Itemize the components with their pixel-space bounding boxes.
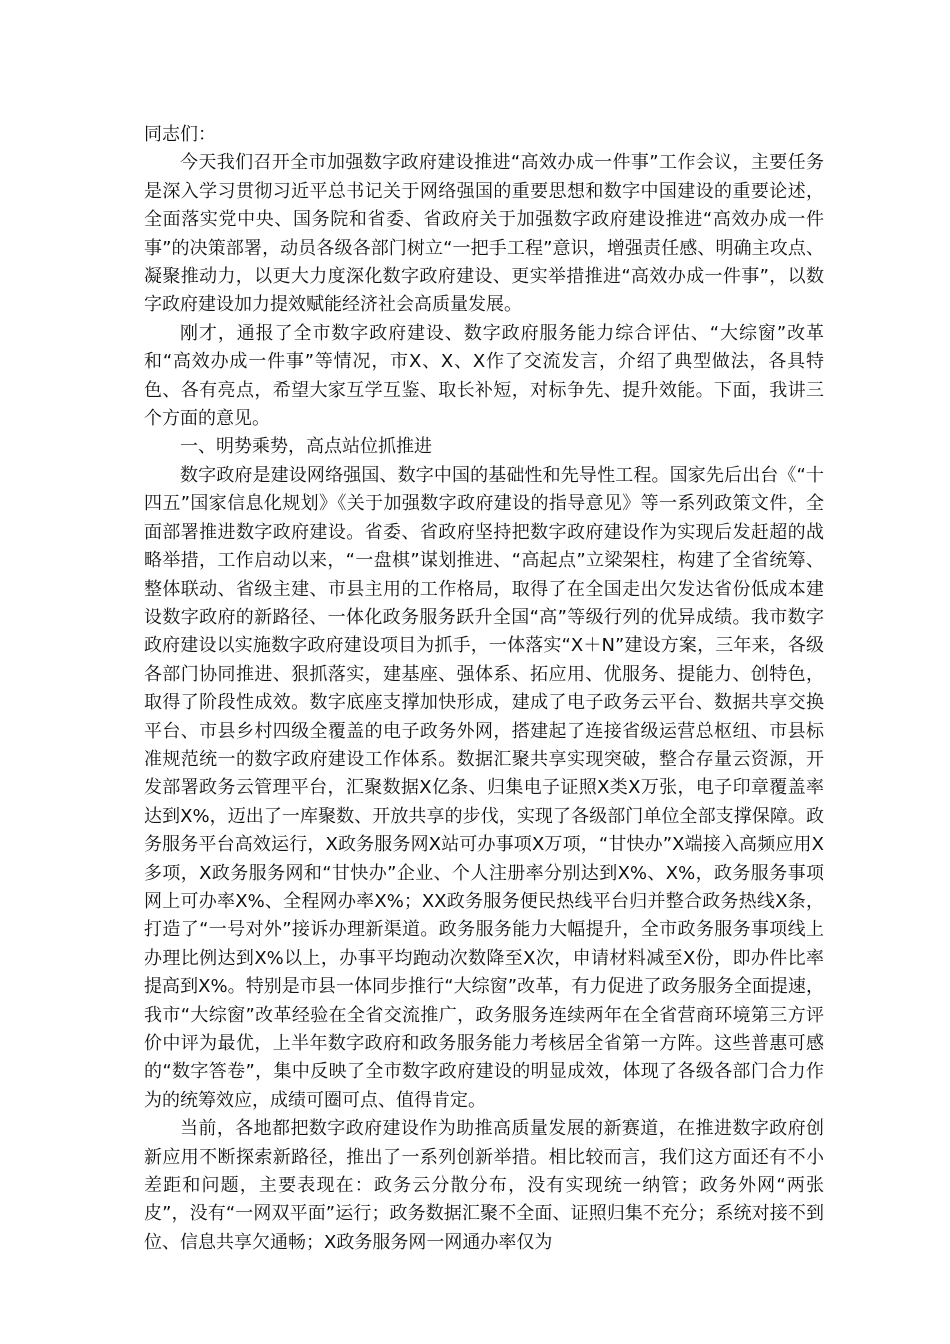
paragraph-summary: 刚才，通报了全市数字政府建设、数字政府服务能力综合评估、“大综窗”改革和“高效办成一件事”等情况，市X、X、X作了交流发言，介绍了典型做法，各具特色、各有亮点，希望大家互学互鉴、取长补短，对标争先、提升效能。下面，我讲三个方面的意见。 bbox=[144, 322, 824, 430]
document-body bbox=[144, 121, 824, 1257]
section-heading: 一、明势乘势，高点站位抓推进 bbox=[180, 436, 432, 458]
salutation: 同志们： bbox=[144, 124, 216, 145]
paragraph-problems: 当前，各地都把数字政府建设作为助推高质量发展的新赛道，在推进数字政府创新应用不断探索新路径，推出了一系列创新举措。相比较而言，我们这方面还有不小差距和问题，主要表现在：政务云分散分布，没有实现统一纳管；政务外网“两张皮”，没有“一网双平面”运行；政务数据汇聚不全面、证照归集不充分；系统对接不到位、信息共享欠通畅；X政务服务网一网通办率仅为 bbox=[144, 1118, 824, 1253]
paragraph-achievements: 数字政府是建设网络强国、数字中国的基础性和先导性工程。国家先后出台《“十四五”国家信息化规划》《关于加强数字政府建设的指导意见》等一系列政策文件，全面部署推进数字政府建设。省委、省政府坚持把数字政府建设作为实现后发赶超的战略举措，工作启动以来，“一盘棋”谋划推进、“高起点”立梁架柱，构建了全省统筹、整体联动、省级主建、市县主用的工作格局，取得了在全国走出欠发达省份低成本建设数字政府的新路径、一体化政务服务跃升全国“高”等级行列的优异成绩。我市数字政府建设以实施数字政府建设项目为抓手，一体落实“X＋N”建设方案，三年来，各级各部门协同推进、狠抓落实，建基座、强体系、拓应用、优服务、提能力、创特色，取得了阶段性成效。数字底座支撑加快形成，建成了电子政务云平台、数据共享交换平台、市县乡村四级全覆盖的电子政务外网，搭建起了连接省级运营总枢纽、市县标准规范统一的数字政府建设工作体系。数据汇聚共享实现突破，整合存量云资源，开发部署政务云管理平台，汇聚数据X亿条、归集电子证照X类X万张，电子印章覆盖率达到X%，迈出了一库聚数、开放共享的步伐，实现了各级部门单位全部支撑保障。政务服务平台高效运行，X政务服务网X站可办事项X万项，“甘快办”X端接入高频应用X多项，X政务服务网和“甘快办”企业、个人注册率分别达到X%、X%，政务服务事项网上可办率X%、全程网办率X%；XX政务服务便民热线平台归并整合政务热线X条，打造了“一号对外”接诉办理新渠道。政务服务能力大幅提升，全市政务服务事项线上办理比例达到X%以上，办事平均跑动次数降至X次，申请材料减至X份，即办件比率提高到X%。特别是市县一体同步推行“大综窗”改革，有力促进了政务服务全面提速，我市“大综窗”改革经验在全省交流推广，政务服务连续两年在全省营商环境第三方评价中评为最优，上半年数字政府和政务服务能力考核居全省第一方阵。这些普惠可感的“数字答卷”，集中反映了全市数字政府建设的明显成效，体现了各级各部门合力作为的统筹效应，成绩可圈可点、值得肯定。 bbox=[144, 464, 824, 1111]
paragraph-opening: 今天我们召开全市加强数字政府建设推进“高效办成一件事”工作会议，主要任务是深入学习贯彻习近平总书记关于网络强国的重要思想和数字中国建设的重要论述，全面落实党中央、国务院和省委、省政府关于加强数字政府建设推进“高效办成一件事”的决策部署，动员各级各部门树立“一把手工程”意识，增强责任感、明确主攻点、凝聚推动力，以更大力度深化数字政府建设、更实举措推进“高效办成一件事”，以数字政府建设加力提效赋能经济社会高质量发展。 bbox=[144, 152, 824, 316]
